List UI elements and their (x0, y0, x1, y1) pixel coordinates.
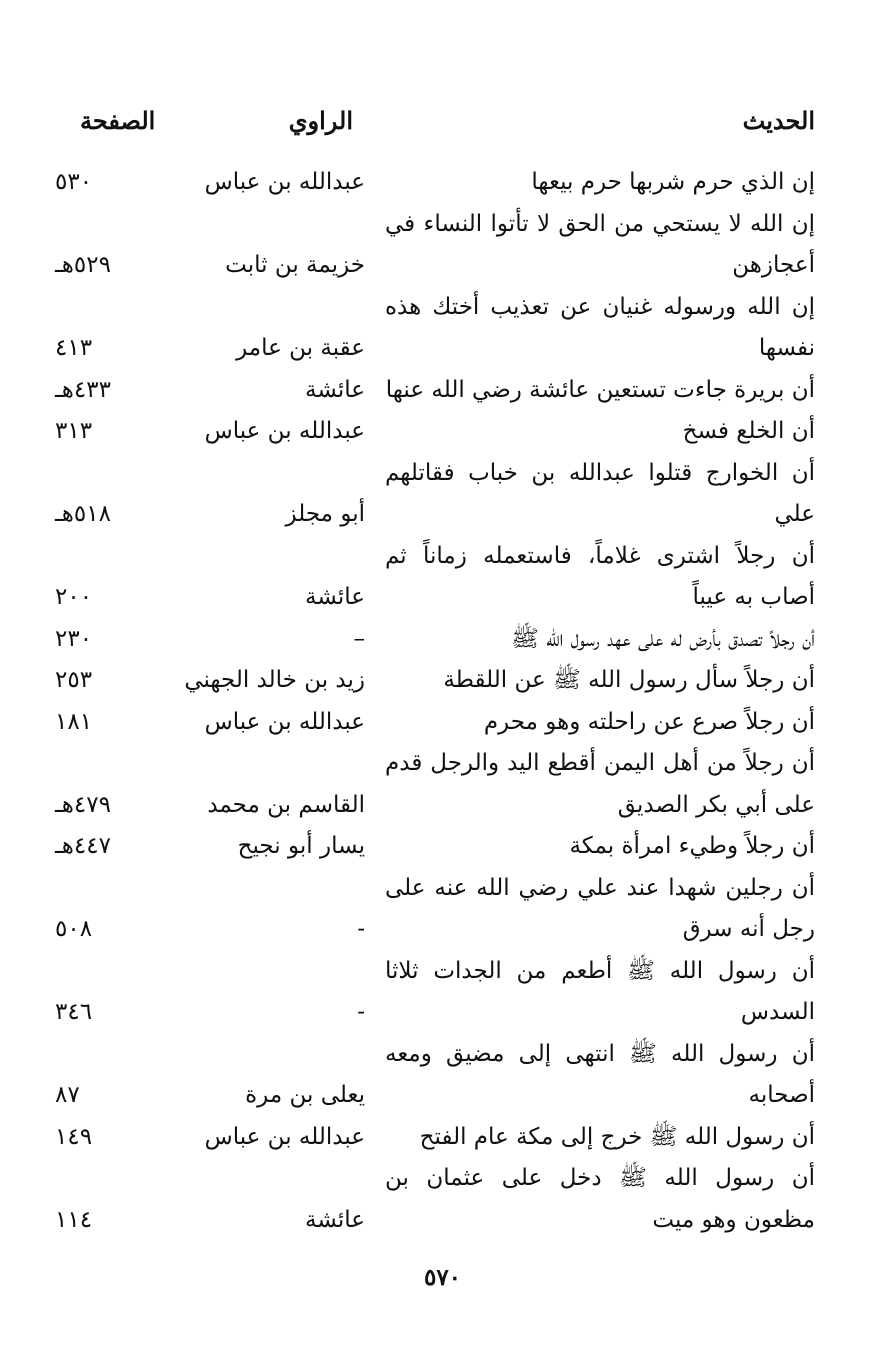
narrator-name: عبدالله بن عباس (204, 169, 365, 195)
page-reference-value: ٥٢٩هـ (55, 252, 111, 278)
table-row (55, 162, 815, 204)
column-header-page: الصفحة (80, 106, 156, 135)
narrator-name: عبدالله بن عباس (204, 708, 365, 735)
hadith-text: أن الخوارج قتلوا عبدالله بن خباب فقاتلهم علي (385, 459, 815, 527)
column-header-hadith: الحديث (742, 106, 815, 135)
narrator-name: عائشة (305, 584, 365, 610)
hadith-text: إن الله لا يستحي من الحق لا تأتوا النساء في أعجازهن (385, 210, 815, 278)
table-row (55, 743, 815, 826)
hadith-text: أن رسول الله ﷺ دخل على عثمان بن مظعون وهو ميت (385, 1165, 815, 1233)
hadith-text: أن رجلاً تصدق بأرض له على عهد رسول الله ﷺ (511, 625, 815, 652)
page-reference (55, 619, 195, 661)
table-header (60, 106, 815, 142)
page-reference (55, 328, 195, 370)
hadith-text: أن رجلاً سأل رسول الله ﷺ عن اللقطة (443, 667, 815, 693)
table-row (55, 453, 815, 536)
hadith-text: أن رسول الله ﷺ انتهى إلى مضيق ومعه أصحابه (385, 1040, 815, 1108)
page-reference (55, 162, 195, 204)
narrator-name: يعلى بن مرة (245, 1082, 365, 1108)
table-row (55, 1117, 815, 1159)
page-reference-value: ٢٠٠ (55, 584, 93, 610)
page-reference (55, 494, 195, 536)
narrator-name: – (353, 625, 365, 652)
table-row (55, 411, 815, 453)
table-row (55, 868, 815, 951)
narrator-name: عقبة بن عامر (236, 335, 365, 361)
table-row (55, 287, 815, 370)
narrator-name: يسار أبو نجيح (237, 833, 365, 859)
hadith-text: أن رجلاً اشترى غلاماً، فاستعمله زماناً ثم أصاب به عيباً (385, 542, 815, 610)
hadith-text: أن رجلين شهدا عند علي رضي الله عنه على رجل أنه سرق (385, 874, 815, 942)
narrator-name: عبدالله بن عباس (204, 1123, 365, 1150)
page-reference-value: ٣١٣ (55, 418, 93, 444)
narrator-name: عائشة (305, 376, 365, 403)
table-row (55, 826, 815, 868)
page-reference-value: ٤١٣ (55, 335, 93, 361)
hadith-text: أن رجلاً صرع عن راحلته وهو محرم (483, 708, 815, 735)
page-reference (55, 577, 195, 619)
hadith-index-list (55, 162, 815, 1241)
table-row (55, 619, 815, 661)
table-row (55, 660, 815, 702)
page-reference-value: ١١٤ (55, 1206, 93, 1233)
page-reference-value: ٥٠٨ (55, 916, 93, 942)
page-number: ٥٧٠ (423, 1264, 462, 1291)
table-row (55, 1158, 815, 1241)
hadith-text: إن الذي حرم شربها حرم بيعها (531, 169, 815, 195)
page-reference (55, 702, 195, 744)
page-reference-value: ٨٧ (55, 1082, 80, 1108)
narrator-name: عبدالله بن عباس (204, 418, 365, 444)
page-reference (55, 992, 195, 1034)
page-reference-value: ٤٣٣هـ (55, 376, 111, 403)
hadith-text: أن رجلاً من أهل اليمن أقطع اليد والرجل قدم على أبي بكر الصديق (385, 750, 815, 818)
page-reference-value: ١٨١ (55, 708, 93, 735)
hadith-text: أن بريرة جاءت تستعين عائشة رضي الله عنها (385, 376, 815, 403)
page-reference (55, 1117, 195, 1159)
narrator-name: عائشة (305, 1206, 365, 1233)
narrator-name: أبو مجلز (285, 501, 365, 527)
page-reference (55, 1200, 195, 1242)
table-row (55, 536, 815, 619)
table-row (55, 204, 815, 287)
hadith-text: أن رسول الله ﷺ أطعم من الجدات ثلاثا السدس (385, 957, 815, 1025)
table-row (55, 702, 815, 744)
page-reference (55, 909, 195, 951)
page-reference-value: ٥١٨هـ (55, 501, 111, 527)
table-row (55, 1034, 815, 1117)
page-reference (55, 411, 195, 453)
page-reference (55, 1075, 195, 1117)
page-reference (55, 660, 195, 702)
page-reference-value: ٣٤٦ (55, 999, 93, 1025)
table-row (55, 951, 815, 1034)
narrator-name: - (357, 999, 365, 1025)
page-reference (55, 370, 195, 412)
page-reference (55, 785, 195, 827)
table-row (55, 370, 815, 412)
hadith-text: أن الخلع فسخ (682, 418, 815, 444)
narrator-name: زيد بن خالد الجهني (184, 667, 365, 693)
narrator-name: - (357, 916, 365, 942)
narrator-name: خزيمة بن ثابت (225, 252, 365, 278)
hadith-text: أن رسول الله ﷺ خرج إلى مكة عام الفتح (419, 1123, 815, 1150)
narrator-name: القاسم بن محمد (207, 791, 365, 818)
column-header-narrator: الراوي (288, 106, 353, 135)
hadith-text: أن رجلاً وطيء امرأة بمكة (569, 833, 815, 859)
page-reference (55, 826, 195, 868)
page-reference-value: ٥٣٠ (55, 169, 93, 195)
page-reference (55, 245, 195, 287)
hadith-text: إن الله ورسوله غنيان عن تعذيب أختك هذه نفسها (385, 293, 815, 361)
page-reference-value: ٤٤٧هـ (55, 833, 111, 859)
page-reference-value: ٢٣٠ (55, 625, 93, 652)
page-reference-value: ٤٧٩هـ (55, 791, 111, 818)
page-reference-value: ١٤٩ (55, 1123, 93, 1150)
page-reference-value: ٢٥٣ (55, 667, 93, 693)
